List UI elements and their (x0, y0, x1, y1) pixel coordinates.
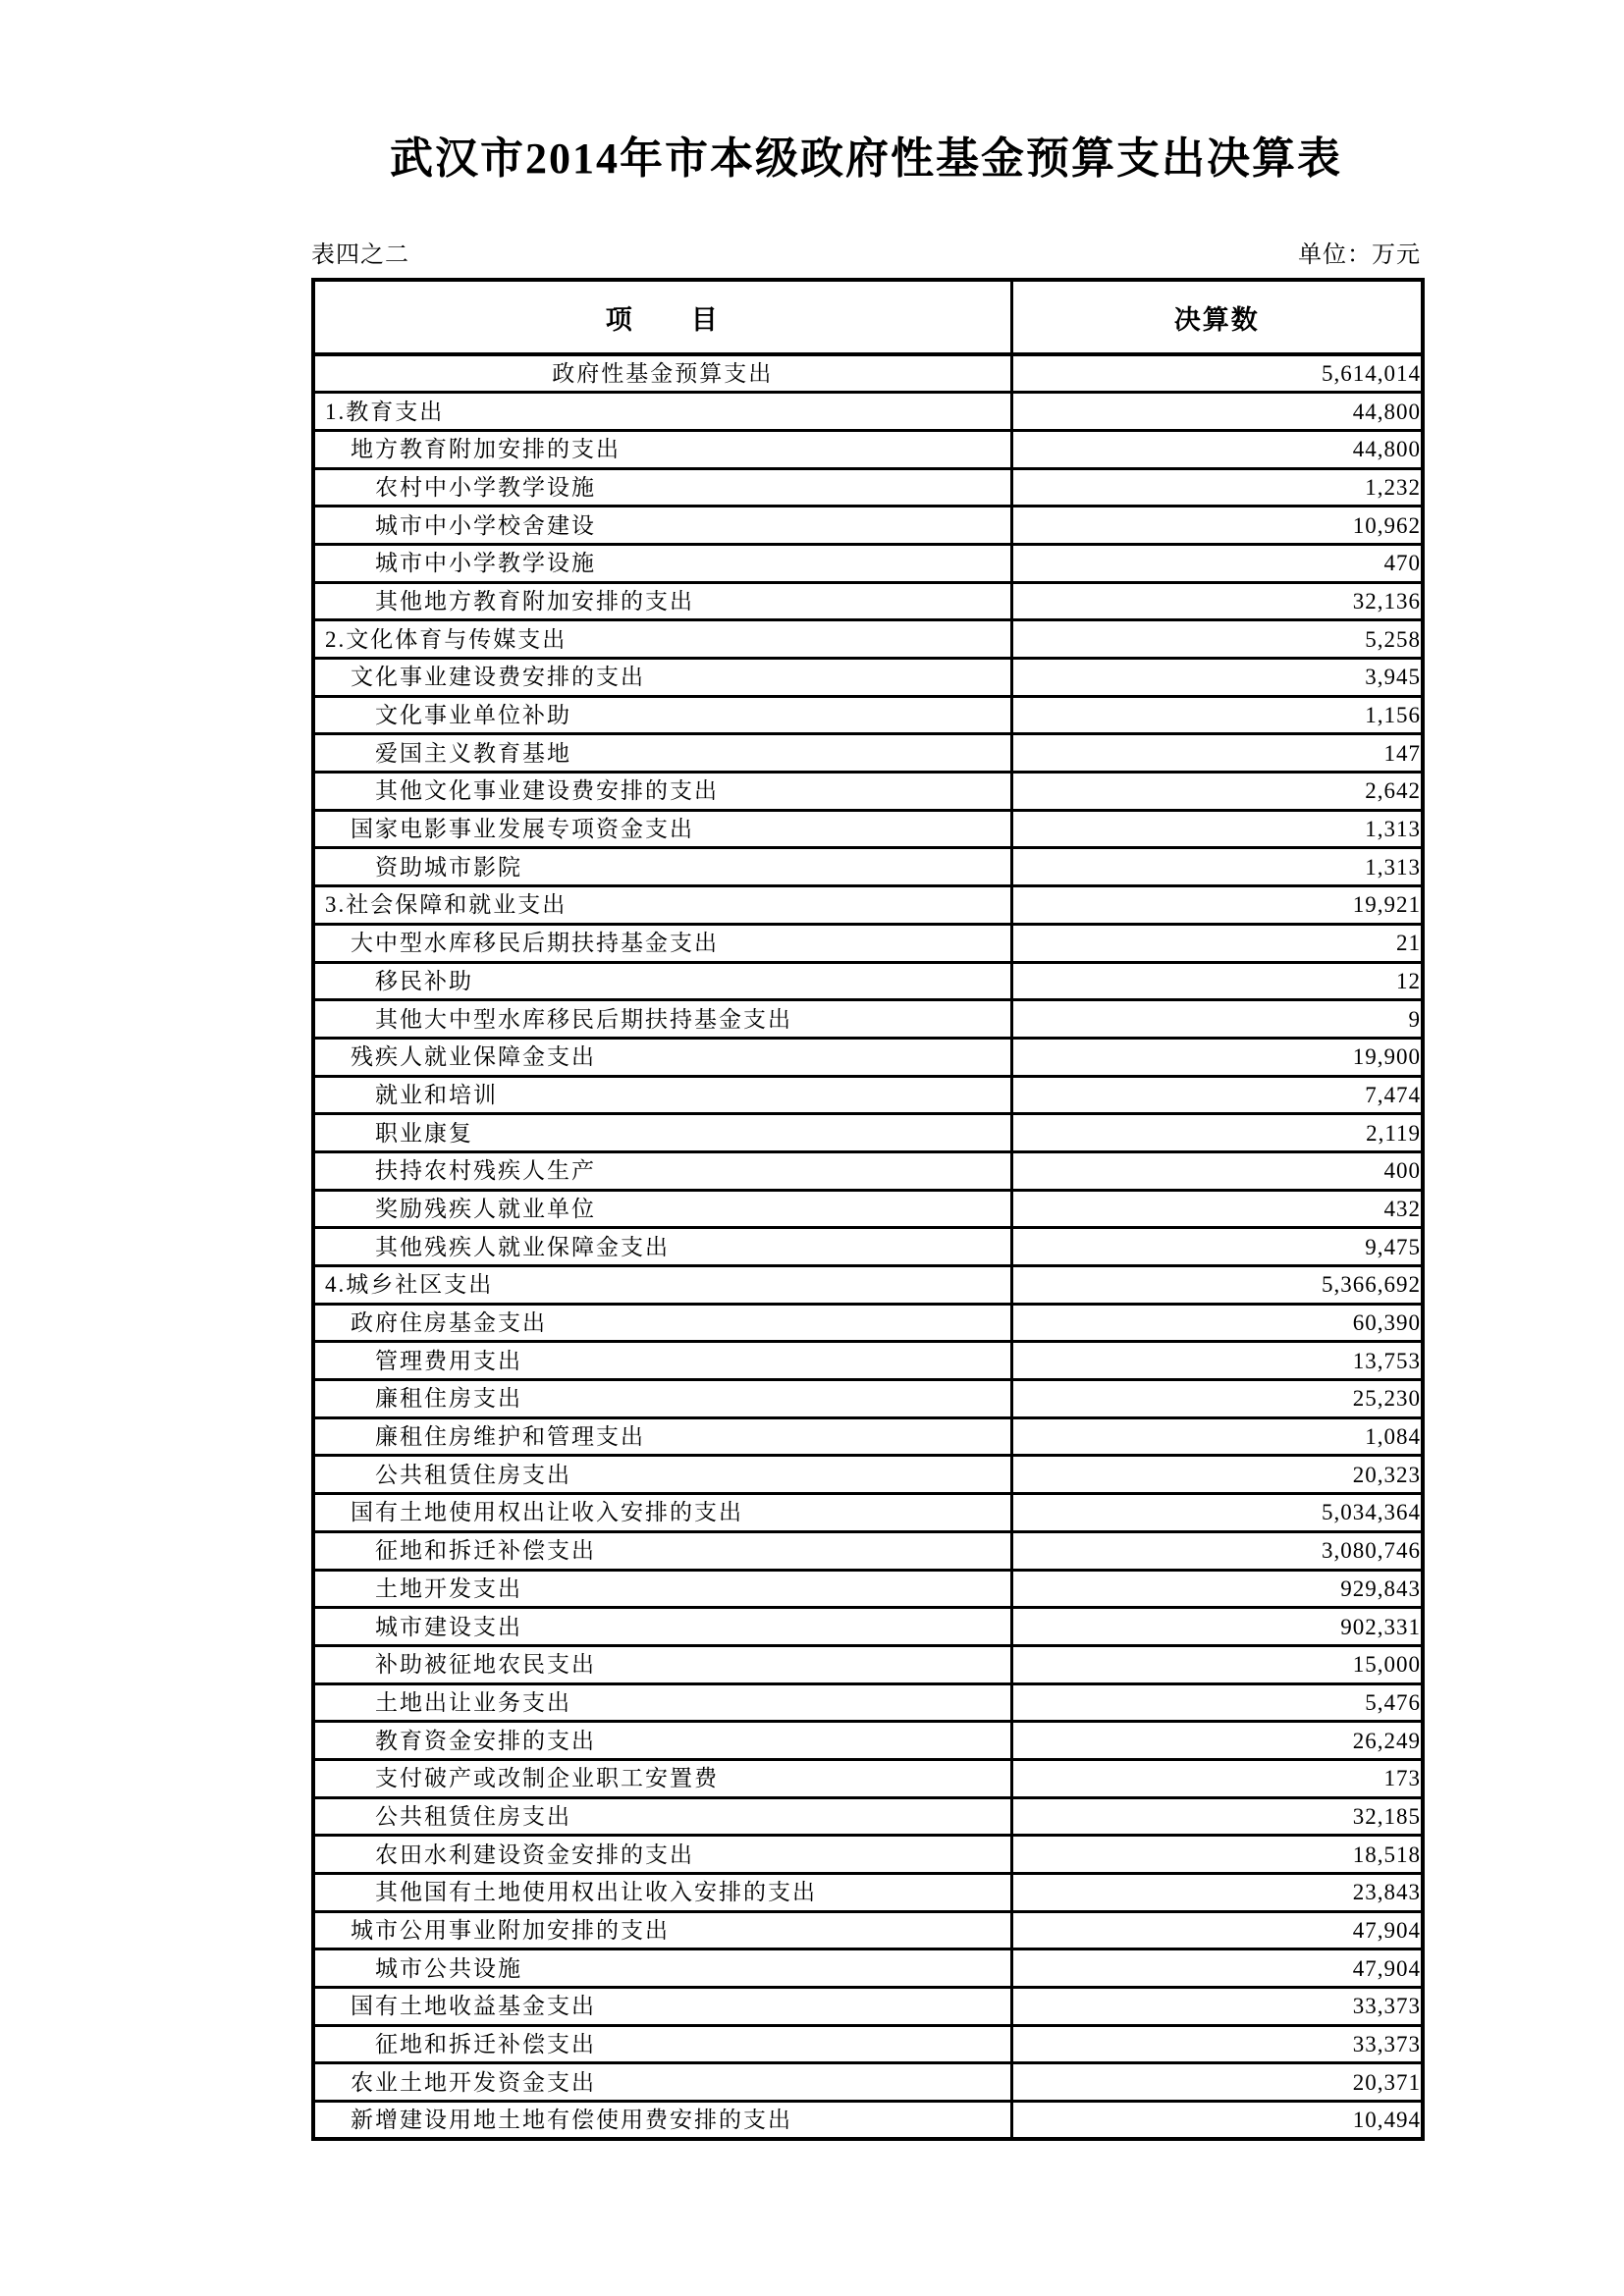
table-row (313, 810, 1423, 848)
item-cell: 2.文化体育与传媒支出 (313, 620, 1011, 659)
table-row (313, 1000, 1423, 1039)
table-row (313, 544, 1423, 582)
amount-cell: 3,945 (1011, 659, 1423, 697)
amount-cell: 5,258 (1011, 620, 1423, 659)
table-row (313, 1949, 1423, 1988)
amount-cell: 20,323 (1011, 1456, 1423, 1494)
amount-cell: 1,084 (1011, 1417, 1423, 1456)
item-cell: 征地和拆迁补偿支出 (313, 1531, 1011, 1570)
table-row (313, 620, 1423, 659)
column-header-item: 项 目 (313, 280, 1011, 354)
table-row (313, 1456, 1423, 1494)
item-cell: 城市公用事业附加安排的支出 (313, 1911, 1011, 1949)
amount-cell: 3,080,746 (1011, 1531, 1423, 1570)
amount-cell: 10,962 (1011, 507, 1423, 545)
amount-cell: 5,614,014 (1011, 354, 1423, 393)
item-cell: 1.教育支出 (313, 393, 1011, 431)
table-row (313, 1151, 1423, 1190)
item-cell: 土地开发支出 (313, 1570, 1011, 1608)
amount-cell: 1,232 (1011, 468, 1423, 507)
amount-cell: 60,390 (1011, 1304, 1423, 1342)
amount-cell: 2,642 (1011, 773, 1423, 811)
table-row (313, 1531, 1423, 1570)
amount-cell: 5,366,692 (1011, 1266, 1423, 1305)
table-row (313, 1114, 1423, 1152)
amount-cell: 432 (1011, 1190, 1423, 1228)
table-row (313, 1608, 1423, 1646)
amount-cell: 26,249 (1011, 1722, 1423, 1760)
table-row (313, 1266, 1423, 1305)
item-cell: 城市建设支出 (313, 1608, 1011, 1646)
item-cell: 国有土地收益基金支出 (313, 1988, 1011, 2026)
amount-cell: 13,753 (1011, 1342, 1423, 1380)
item-cell: 城市中小学教学设施 (313, 544, 1011, 582)
table-row (313, 1190, 1423, 1228)
item-cell: 就业和培训 (313, 1076, 1011, 1114)
table-row (313, 2063, 1423, 2102)
item-cell: 残疾人就业保障金支出 (313, 1038, 1011, 1076)
table-row (313, 1722, 1423, 1760)
table-body (313, 354, 1423, 2139)
table-row (313, 1988, 1423, 2026)
amount-cell: 33,373 (1011, 1988, 1423, 2026)
amount-cell: 44,800 (1011, 393, 1423, 431)
table-caption-row (311, 243, 1421, 267)
table-row (313, 886, 1423, 925)
item-cell: 农业土地开发资金支出 (313, 2063, 1011, 2102)
amount-cell: 1,313 (1011, 810, 1423, 848)
table-row (313, 1380, 1423, 1418)
amount-cell: 1,313 (1011, 848, 1423, 886)
amount-cell: 400 (1011, 1151, 1423, 1190)
table-header-row (313, 280, 1423, 354)
item-cell: 补助被征地农民支出 (313, 1645, 1011, 1683)
item-cell: 新增建设用地土地有偿使用费安排的支出 (313, 2102, 1011, 2140)
item-cell: 公共租赁住房支出 (313, 1797, 1011, 1836)
amount-cell: 2,119 (1011, 1114, 1423, 1152)
amount-cell: 173 (1011, 1759, 1423, 1797)
amount-cell: 902,331 (1011, 1608, 1423, 1646)
amount-cell: 21 (1011, 924, 1423, 962)
amount-cell: 929,843 (1011, 1570, 1423, 1608)
amount-cell: 9,475 (1011, 1228, 1423, 1266)
amount-cell: 5,034,364 (1011, 1494, 1423, 1532)
amount-cell: 25,230 (1011, 1380, 1423, 1418)
amount-cell: 33,373 (1011, 2025, 1423, 2063)
item-cell: 政府性基金预算支出 (313, 354, 1011, 393)
table-row (313, 1342, 1423, 1380)
table-row (313, 1494, 1423, 1532)
table-row (313, 393, 1423, 431)
amount-cell: 1,156 (1011, 696, 1423, 734)
table-row (313, 1228, 1423, 1266)
amount-cell: 15,000 (1011, 1645, 1423, 1683)
amount-cell: 19,900 (1011, 1038, 1423, 1076)
table-row (313, 2025, 1423, 2063)
table-row (313, 430, 1423, 468)
table-row (313, 696, 1423, 734)
item-cell: 其他大中型水库移民后期扶持基金支出 (313, 1000, 1011, 1039)
page-title: 武汉市2014年市本级政府性基金预算支出决算表 (390, 134, 1342, 183)
amount-cell: 44,800 (1011, 430, 1423, 468)
amount-cell: 23,843 (1011, 1874, 1423, 1912)
table-row (313, 354, 1423, 393)
amount-cell: 32,185 (1011, 1797, 1423, 1836)
table-row (313, 734, 1423, 773)
item-cell: 土地出让业务支出 (313, 1683, 1011, 1722)
item-cell: 其他国有土地使用权出让收入安排的支出 (313, 1874, 1011, 1912)
item-cell: 奖励残疾人就业单位 (313, 1190, 1011, 1228)
amount-cell: 12 (1011, 962, 1423, 1000)
table-row (313, 1038, 1423, 1076)
item-cell: 其他残疾人就业保障金支出 (313, 1228, 1011, 1266)
amount-cell: 47,904 (1011, 1911, 1423, 1949)
amount-cell: 32,136 (1011, 582, 1423, 620)
item-cell: 国有土地使用权出让收入安排的支出 (313, 1494, 1011, 1532)
budget-table (311, 278, 1425, 2141)
table-row (313, 468, 1423, 507)
table-row (313, 1417, 1423, 1456)
item-cell: 支付破产或改制企业职工安置费 (313, 1759, 1011, 1797)
amount-cell: 20,371 (1011, 2063, 1423, 2102)
item-cell: 教育资金安排的支出 (313, 1722, 1011, 1760)
item-cell: 4.城乡社区支出 (313, 1266, 1011, 1305)
table-row (313, 1076, 1423, 1114)
table-row (313, 1570, 1423, 1608)
amount-cell: 5,476 (1011, 1683, 1423, 1722)
amount-cell: 47,904 (1011, 1949, 1423, 1988)
amount-cell: 10,494 (1011, 2102, 1423, 2140)
item-cell: 移民补助 (313, 962, 1011, 1000)
table-row (313, 848, 1423, 886)
document-content (311, 0, 1421, 2141)
item-cell: 地方教育附加安排的支出 (313, 430, 1011, 468)
amount-cell: 7,474 (1011, 1076, 1423, 1114)
amount-cell: 470 (1011, 544, 1423, 582)
item-cell: 3.社会保障和就业支出 (313, 886, 1011, 925)
table-number-label: 表四之二 (311, 242, 409, 268)
item-cell: 其他文化事业建设费安排的支出 (313, 773, 1011, 811)
item-cell: 爱国主义教育基地 (313, 734, 1011, 773)
item-cell: 公共租赁住房支出 (313, 1456, 1011, 1494)
table-row (313, 962, 1423, 1000)
table-row (313, 773, 1423, 811)
item-cell: 城市中小学校舍建设 (313, 507, 1011, 545)
item-cell: 廉租住房支出 (313, 1380, 1011, 1418)
table-row (313, 1759, 1423, 1797)
item-cell: 文化事业建设费安排的支出 (313, 659, 1011, 697)
item-cell: 农田水利建设资金安排的支出 (313, 1836, 1011, 1874)
table-row (313, 582, 1423, 620)
table-row (313, 1683, 1423, 1722)
table-row (313, 2102, 1423, 2140)
item-cell: 政府住房基金支出 (313, 1304, 1011, 1342)
column-header-amount: 决算数 (1011, 280, 1423, 354)
item-cell: 国家电影事业发展专项资金支出 (313, 810, 1011, 848)
table-row (313, 1911, 1423, 1949)
table-row (313, 1304, 1423, 1342)
table-row (313, 1645, 1423, 1683)
item-cell: 征地和拆迁补偿支出 (313, 2025, 1011, 2063)
item-cell: 大中型水库移民后期扶持基金支出 (313, 924, 1011, 962)
item-cell: 其他地方教育附加安排的支出 (313, 582, 1011, 620)
item-cell: 管理费用支出 (313, 1342, 1011, 1380)
item-cell: 廉租住房维护和管理支出 (313, 1417, 1011, 1456)
item-cell: 资助城市影院 (313, 848, 1011, 886)
amount-cell: 18,518 (1011, 1836, 1423, 1874)
item-cell: 农村中小学教学设施 (313, 468, 1011, 507)
item-cell: 文化事业单位补助 (313, 696, 1011, 734)
item-cell: 城市公共设施 (313, 1949, 1011, 1988)
amount-cell: 19,921 (1011, 886, 1423, 925)
item-cell: 职业康复 (313, 1114, 1011, 1152)
table-row (313, 1797, 1423, 1836)
amount-cell: 147 (1011, 734, 1423, 773)
table-header (313, 280, 1423, 354)
table-row (313, 1836, 1423, 1874)
item-cell: 扶持农村残疾人生产 (313, 1151, 1011, 1190)
amount-cell: 9 (1011, 1000, 1423, 1039)
table-row (313, 659, 1423, 697)
table-row (313, 507, 1423, 545)
unit-label: 单位：万元 (1298, 242, 1421, 268)
table-row (313, 924, 1423, 962)
table-row (313, 1874, 1423, 1912)
